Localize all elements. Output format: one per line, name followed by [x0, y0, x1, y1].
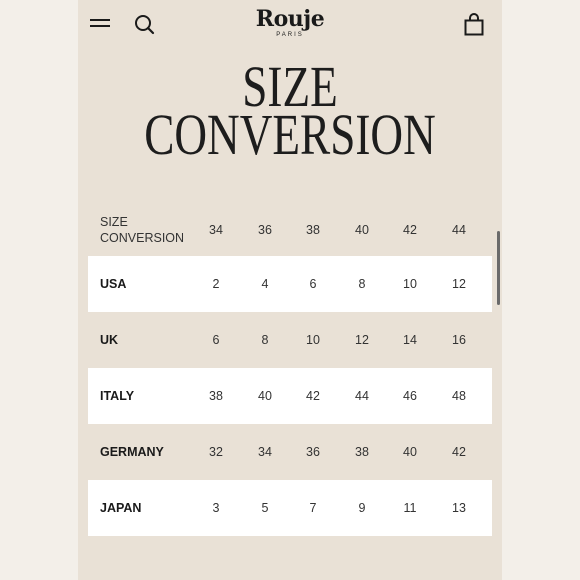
table-cell: 2 — [212, 277, 220, 291]
table-cell: 10 — [306, 333, 320, 347]
table-header-cell: 40 — [355, 223, 369, 237]
row-label: JAPAN — [100, 501, 142, 515]
table-row — [88, 480, 492, 536]
left-margin — [0, 0, 78, 580]
table-row — [88, 312, 492, 368]
page-title-line-2: CONVERSION — [144, 102, 436, 167]
table-row — [88, 368, 492, 424]
table-cell: 6 — [309, 277, 317, 291]
right-margin — [502, 0, 580, 580]
table-cell: 12 — [452, 277, 466, 291]
table-header-cell: 44 — [452, 223, 466, 237]
table-header-cell: 36 — [258, 223, 272, 237]
table-cell: 8 — [261, 333, 269, 347]
brand-logo[interactable] — [240, 6, 340, 39]
row-label: USA — [100, 277, 127, 291]
table-cell: 9 — [358, 501, 366, 515]
table-header-label: SIZE CONVERSION — [100, 215, 185, 245]
table-cell: 4 — [261, 277, 269, 291]
table-cell: 38 — [355, 445, 369, 459]
table-cell: 8 — [358, 277, 366, 291]
brand-subtitle: PARIS — [276, 32, 304, 38]
search-icon[interactable] — [132, 12, 158, 38]
table-cell: 16 — [452, 333, 466, 347]
table-cell: 14 — [403, 333, 417, 347]
table-cell: 12 — [355, 333, 369, 347]
table-cell: 6 — [212, 333, 220, 347]
page-title-line-1: SIZE — [242, 54, 338, 119]
table-header-row — [88, 204, 492, 256]
row-label: ITALY — [100, 389, 135, 403]
table-cell: 36 — [306, 445, 320, 459]
table-cell: 7 — [309, 501, 317, 515]
row-label: UK — [100, 333, 119, 347]
table-cell: 44 — [355, 389, 369, 403]
table-cell: 34 — [258, 445, 272, 459]
table-cell: 46 — [403, 389, 417, 403]
table-header-cell: 34 — [209, 223, 223, 237]
table-cell: 13 — [452, 501, 466, 515]
table-cell: 40 — [403, 445, 417, 459]
size-conversion-table — [88, 204, 492, 536]
table-cell: 42 — [452, 445, 466, 459]
table-row — [88, 424, 492, 480]
table-cell: 32 — [209, 445, 223, 459]
table-cell: 40 — [258, 389, 272, 403]
table-cell: 48 — [452, 389, 466, 403]
table-cell: 10 — [403, 277, 417, 291]
table-header-cell: 38 — [306, 223, 320, 237]
table-cell: 42 — [306, 389, 320, 403]
table-cell: 5 — [261, 501, 269, 515]
brand-name: Rouje — [255, 6, 325, 32]
table-cell: 38 — [209, 389, 223, 403]
table-scrollbar[interactable] — [497, 231, 500, 305]
hamburger-menu-icon[interactable] — [88, 14, 114, 36]
shopping-bag-icon[interactable] — [461, 12, 487, 38]
table-header-cell: 42 — [403, 223, 417, 237]
table-cell: 11 — [403, 501, 417, 515]
table-cell: 3 — [212, 501, 220, 515]
table-row — [88, 256, 492, 312]
row-label: GERMANY — [100, 445, 164, 459]
